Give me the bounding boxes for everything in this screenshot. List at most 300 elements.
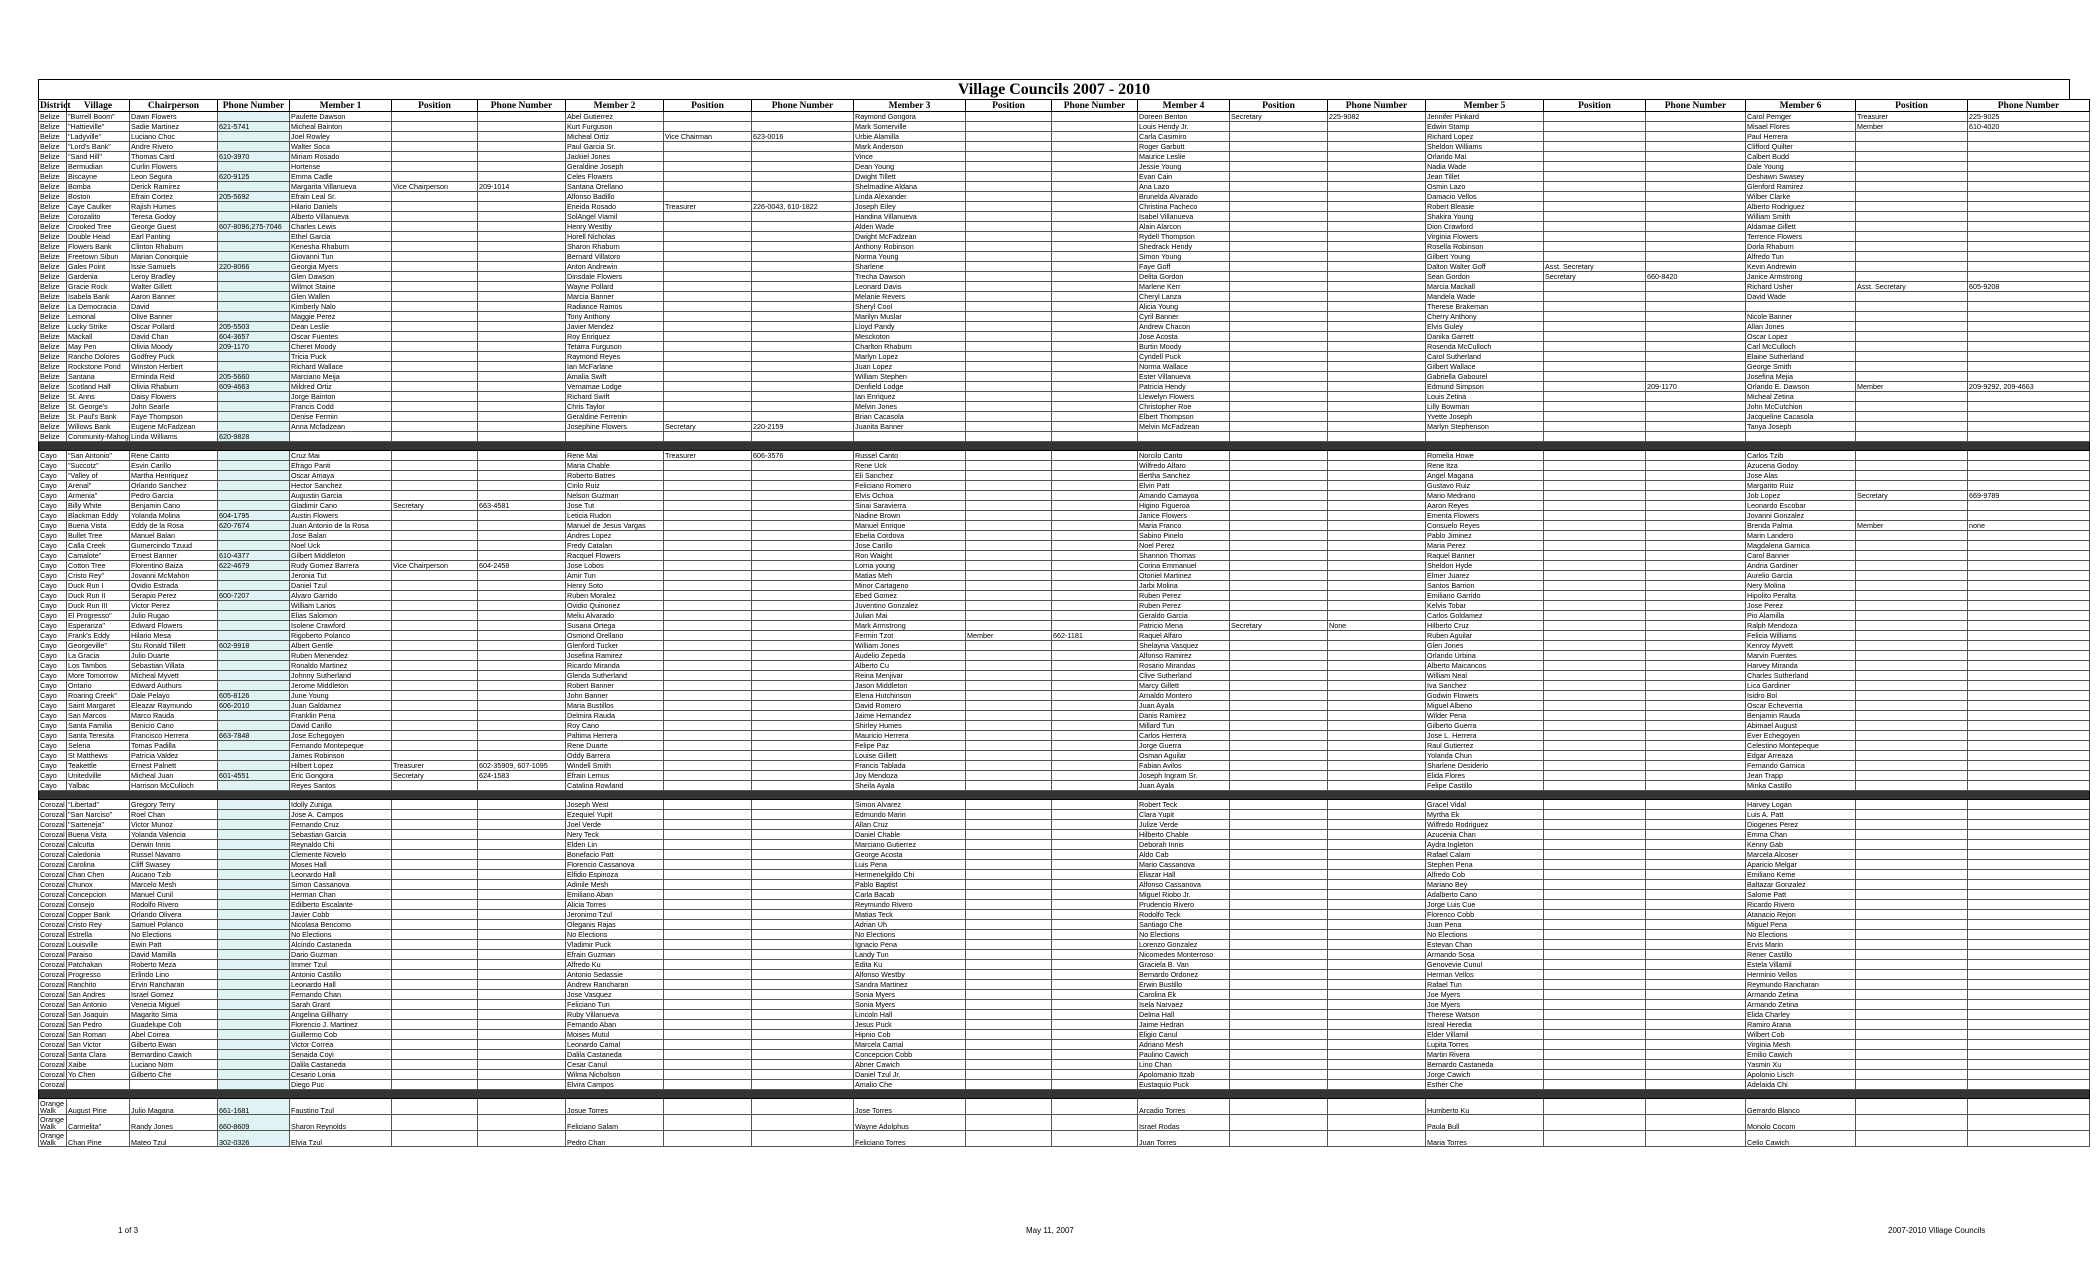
table-cell: Cristo Rey" — [67, 571, 130, 581]
table-cell — [966, 481, 1052, 491]
table-cell: Ruben Menendez — [290, 651, 392, 661]
table-cell — [218, 362, 290, 372]
table-cell: Ranchito — [67, 980, 130, 990]
table-cell — [1968, 800, 2090, 810]
table-cell — [1646, 810, 1746, 820]
table-cell: Julio Rugao — [130, 611, 218, 621]
table-cell — [1856, 392, 1968, 402]
table-cell: Magdalena Garnica — [1746, 541, 1856, 551]
table-cell: 602-9918 — [218, 641, 290, 651]
table-cell — [752, 481, 854, 491]
table-cell — [752, 222, 854, 232]
table-cell — [752, 751, 854, 761]
table-cell: Corozal — [40, 999, 65, 1009]
table-cell — [392, 800, 478, 810]
table-cell — [1856, 1020, 1968, 1030]
table-cell: Nadia Wade — [1426, 162, 1544, 172]
table-cell: Ester Villanueva — [1138, 372, 1230, 382]
table-cell — [218, 571, 290, 581]
table-cell — [392, 262, 478, 272]
table-cell: Copper Bank — [67, 910, 130, 920]
table-cell: Celes Flowers — [566, 172, 664, 182]
table-cell — [1856, 322, 1968, 332]
table-cell — [752, 232, 854, 242]
table-cell — [1230, 930, 1328, 940]
table-cell: Cayo — [39, 531, 67, 541]
table-cell — [1544, 501, 1646, 511]
table-cell: Cayo — [39, 521, 67, 531]
table-cell: "San Narciso" — [67, 810, 130, 820]
table-cell — [664, 731, 752, 741]
table-cell — [478, 900, 566, 910]
table-row — [39, 731, 2090, 741]
table-cell — [1646, 531, 1746, 541]
table-cell: Oscar Amaya — [290, 471, 392, 481]
table-row — [39, 222, 2090, 232]
table-cell — [1052, 561, 1138, 571]
table-cell — [1544, 1099, 1646, 1115]
table-cell: Efrain Guzman — [566, 950, 664, 960]
table-cell — [1544, 372, 1646, 382]
table-cell: Walter Gillett — [130, 282, 218, 292]
table-cell — [664, 1030, 752, 1040]
table-cell — [1544, 232, 1646, 242]
table-row — [39, 741, 2090, 751]
table-cell: June Young — [290, 691, 392, 701]
table-cell — [1856, 1060, 1968, 1070]
table-cell — [664, 870, 752, 880]
table-cell: Daniel Tzul — [290, 581, 392, 591]
table-cell: Elden Lin — [566, 840, 664, 850]
table-cell — [1052, 252, 1138, 262]
table-cell — [478, 481, 566, 491]
table-cell — [752, 402, 854, 412]
table-cell: Marciano Meija — [290, 372, 392, 382]
table-cell — [664, 501, 752, 511]
table-cell: Sharon Rhaburn — [566, 242, 664, 252]
table-cell: Juventino Gonzalez — [854, 601, 966, 611]
table-cell — [478, 252, 566, 262]
table-cell — [1646, 741, 1746, 751]
table-cell — [966, 920, 1052, 930]
table-cell — [966, 1050, 1052, 1060]
table-cell: St. Anns — [67, 392, 130, 402]
table-cell: Sheldon Hyde — [1426, 561, 1544, 571]
table-cell: Fernando Cruz — [290, 820, 392, 830]
table-cell: Sheila Ayala — [854, 781, 966, 791]
table-cell — [752, 332, 854, 342]
table-cell: 607-8096,275-7046 — [218, 222, 290, 232]
table-cell: Louisville — [67, 940, 130, 950]
table-cell — [1230, 182, 1328, 192]
table-cell — [1328, 292, 1426, 302]
table-cell — [478, 960, 566, 970]
table-cell: Lucky Strike — [67, 322, 130, 332]
table-cell — [664, 551, 752, 561]
table-row — [39, 551, 2090, 561]
section-separator — [39, 442, 2090, 451]
table-cell — [664, 432, 752, 442]
table-cell: Cayo — [39, 471, 67, 481]
table-cell: Hilbert Lopez — [290, 761, 392, 771]
table-row — [39, 721, 2090, 731]
table-cell: Linda Williams — [130, 432, 218, 442]
table-cell — [1328, 392, 1426, 402]
table-cell: Belize — [39, 262, 67, 272]
table-cell — [478, 611, 566, 621]
table-cell — [1968, 761, 2090, 771]
table-cell: Aaron Reyes — [1426, 501, 1544, 511]
table-cell: Wilbert Cob — [1746, 1030, 1856, 1040]
table-cell — [966, 611, 1052, 621]
table-cell: John Searle — [130, 402, 218, 412]
table-cell — [1646, 1099, 1746, 1115]
table-cell — [218, 581, 290, 591]
table-cell — [966, 342, 1052, 352]
table-cell — [966, 192, 1052, 202]
table-cell — [1856, 751, 1968, 761]
table-cell — [752, 940, 854, 950]
table-cell — [1646, 1030, 1746, 1040]
table-cell — [478, 432, 566, 442]
table-cell: Jose Balan — [290, 531, 392, 541]
table-cell — [1230, 870, 1328, 880]
table-cell: Nicole Banner — [1746, 312, 1856, 322]
table-cell: William Stephen — [854, 372, 966, 382]
table-cell: Reynaldo Chi — [290, 840, 392, 850]
table-cell: Ruben Aguilar — [1426, 631, 1544, 641]
table-cell — [1646, 192, 1746, 202]
table-cell — [966, 541, 1052, 551]
table-row — [39, 850, 2090, 860]
table-row — [39, 751, 2090, 761]
table-cell: Paraiso — [67, 950, 130, 960]
table-cell — [966, 461, 1052, 471]
table-cell — [478, 222, 566, 232]
table-cell — [1544, 671, 1646, 681]
table-cell: Wilmot Staine — [290, 282, 392, 292]
table-cell: Gilbert Young — [1426, 252, 1544, 262]
table-cell: Boston — [67, 192, 130, 202]
table-cell — [966, 1010, 1052, 1020]
table-cell — [1230, 1115, 1328, 1131]
table-cell: Alicia Torres — [566, 900, 664, 910]
table-cell: Corozal — [40, 899, 65, 909]
table-cell: Manuel Balan — [130, 531, 218, 541]
table-cell — [1328, 641, 1426, 651]
table-cell — [1646, 172, 1746, 182]
table-cell — [1052, 1099, 1138, 1115]
table-cell: Austin Flowers — [290, 511, 392, 521]
table-cell: Minor Cartageno — [854, 581, 966, 591]
column-header: Position — [1856, 100, 1968, 112]
table-cell: Cherry Anthony — [1426, 312, 1544, 322]
table-cell: Ricardo Rivero — [1746, 900, 1856, 910]
table-cell — [1968, 422, 2090, 432]
table-cell: William Jones — [854, 641, 966, 651]
table-cell — [664, 412, 752, 422]
table-cell — [1052, 611, 1138, 621]
table-cell: Bertha Sanchez — [1138, 471, 1230, 481]
table-cell — [1230, 800, 1328, 810]
table-cell — [1230, 1000, 1328, 1010]
table-cell — [1856, 501, 1968, 511]
table-cell: Yolanda Chun — [1426, 751, 1544, 761]
table-cell — [218, 1010, 290, 1020]
table-cell: Edilberto Escalante — [290, 900, 392, 910]
table-cell: Paltima Herrera — [566, 731, 664, 741]
table-row — [39, 561, 2090, 571]
table-row — [39, 840, 2090, 850]
table-cell: Simon Cassanova — [290, 880, 392, 890]
table-cell: Santos Barrion — [1426, 581, 1544, 591]
table-cell: Martha Henriquez — [130, 471, 218, 481]
table-cell: Alvaro Garrido — [290, 591, 392, 601]
table-cell: 220-8066 — [218, 262, 290, 272]
table-cell: Anna Mcfadzean — [290, 422, 392, 432]
table-cell — [1328, 1070, 1426, 1080]
table-cell — [218, 681, 290, 691]
table-cell — [392, 551, 478, 561]
table-cell — [966, 751, 1052, 761]
table-row — [39, 771, 2090, 781]
table-cell: Azucena Godoy — [1746, 461, 1856, 471]
table-cell: Ewin Patt — [130, 940, 218, 950]
table-cell: Jovanni Gonzalez — [1746, 511, 1856, 521]
table-cell — [966, 412, 1052, 422]
table-cell: Sebastian Villata — [130, 661, 218, 671]
table-cell: Scotland Half — [67, 382, 130, 392]
table-cell: Kurt Furguson — [566, 122, 664, 132]
table-cell — [1328, 152, 1426, 162]
table-cell — [392, 292, 478, 302]
table-cell — [478, 601, 566, 611]
table-cell — [1052, 741, 1138, 751]
table-cell — [392, 142, 478, 152]
table-cell: Prudencio Rivero — [1138, 900, 1230, 910]
table-cell: Treasurer — [1856, 112, 1968, 122]
table-cell — [1544, 681, 1646, 691]
table-cell — [664, 1040, 752, 1050]
table-cell — [1328, 751, 1426, 761]
table-cell: Billy White — [67, 501, 130, 511]
table-cell — [1328, 1000, 1426, 1010]
table-cell — [1328, 332, 1426, 342]
table-cell — [392, 531, 478, 541]
table-cell: Cayo — [39, 551, 67, 561]
table-cell: San Victor — [67, 1040, 130, 1050]
table-cell: Radiance Ramos — [566, 302, 664, 312]
table-cell — [392, 152, 478, 162]
table-cell: Ontario — [67, 681, 130, 691]
table-cell — [1052, 382, 1138, 392]
table-cell: Sinai Saravierra — [854, 501, 966, 511]
table-cell: Corozal — [40, 879, 65, 889]
table-cell: Arenal" — [67, 481, 130, 491]
table-cell — [966, 651, 1052, 661]
table-cell — [392, 621, 478, 631]
table-cell — [1052, 142, 1138, 152]
table-cell — [392, 511, 478, 521]
table-cell — [392, 422, 478, 432]
table-cell: Ebed Gomez — [854, 591, 966, 601]
table-cell — [392, 491, 478, 501]
table-cell — [664, 611, 752, 621]
table-cell — [664, 940, 752, 950]
table-cell: Calbert Budd — [1746, 152, 1856, 162]
table-cell: Bullet Tree — [67, 531, 130, 541]
table-cell: Alfonso Westby — [854, 970, 966, 980]
table-cell: 205-5660 — [218, 372, 290, 382]
table-cell: Efrain Lemus — [566, 771, 664, 781]
table-cell: Geraldine Ferrenin — [566, 412, 664, 422]
table-cell: Julian Mai — [854, 611, 966, 621]
table-cell: Russel Canto — [854, 451, 966, 461]
table-cell — [966, 501, 1052, 511]
table-cell — [1968, 641, 2090, 651]
table-cell — [752, 541, 854, 551]
table-cell — [1052, 372, 1138, 382]
table-cell: Cayo — [39, 751, 67, 761]
table-cell — [1328, 561, 1426, 571]
table-cell: Cayo — [39, 601, 67, 611]
table-cell: Glen Wallen — [290, 292, 392, 302]
table-cell: Herman Vellos — [1426, 970, 1544, 980]
table-cell: Belize — [39, 202, 67, 212]
table-cell — [130, 1080, 218, 1090]
table-cell — [218, 302, 290, 312]
table-cell — [1856, 202, 1968, 212]
table-cell — [752, 292, 854, 302]
table-cell: Godwin Flowers — [1426, 691, 1544, 701]
table-cell — [1328, 1030, 1426, 1040]
table-cell — [1230, 142, 1328, 152]
table-cell: Ebelia Cordova — [854, 531, 966, 541]
table-cell: Wilma Nicholson — [566, 1070, 664, 1080]
table-cell: Josefina Ramirez — [566, 651, 664, 661]
table-cell — [664, 960, 752, 970]
table-cell: Jose Carillo — [854, 541, 966, 551]
table-cell: Kevin Andrewin — [1746, 262, 1856, 272]
table-cell — [1230, 222, 1328, 232]
table-cell — [966, 940, 1052, 950]
table-cell — [1544, 302, 1646, 312]
table-cell: Juan Pena — [1426, 920, 1544, 930]
table-cell: Mildred Ortiz — [290, 382, 392, 392]
table-cell: Senaida Coyi — [290, 1050, 392, 1060]
table-cell — [1856, 531, 1968, 541]
table-cell — [478, 451, 566, 461]
table-cell — [1230, 461, 1328, 471]
table-cell: Harvey Logan — [1746, 800, 1856, 810]
table-cell — [752, 252, 854, 262]
table-cell — [1544, 432, 1646, 442]
table-cell — [1856, 312, 1968, 322]
table-cell — [1544, 810, 1646, 820]
table-cell — [752, 741, 854, 751]
table-cell — [966, 402, 1052, 412]
table-cell — [478, 392, 566, 402]
table-cell: Duck Run III — [67, 601, 130, 611]
table-cell — [1856, 621, 1968, 631]
table-cell — [478, 741, 566, 751]
table-cell — [478, 840, 566, 850]
table-cell — [1646, 631, 1746, 641]
table-cell — [478, 850, 566, 860]
table-cell — [478, 1070, 566, 1080]
table-cell — [1856, 781, 1968, 791]
table-cell: Elida Charley — [1746, 1010, 1856, 1020]
table-cell: Duck Run I — [67, 581, 130, 591]
table-cell: Secretary — [1230, 621, 1328, 631]
table-cell — [1544, 1030, 1646, 1040]
table-cell — [1968, 342, 2090, 352]
table-cell — [1052, 591, 1138, 601]
table-cell: Sandra Martinez — [854, 980, 966, 990]
table-cell: 205-5692 — [218, 192, 290, 202]
table-cell: Belize — [39, 282, 67, 292]
table-cell: Victor Perez — [130, 601, 218, 611]
table-cell — [478, 402, 566, 412]
table-cell: Francisco Herrera — [130, 731, 218, 741]
table-cell — [478, 362, 566, 372]
table-cell — [752, 1099, 854, 1115]
table-cell: Jorge Cawich — [1426, 1070, 1544, 1080]
table-cell — [1856, 980, 1968, 990]
table-cell: Virginia Flowers — [1426, 232, 1544, 242]
table-cell — [1052, 412, 1138, 422]
table-cell: Santa Teresita — [67, 731, 130, 741]
table-cell: Wayne Pollard — [566, 282, 664, 292]
table-cell — [1856, 591, 1968, 601]
table-cell — [478, 581, 566, 591]
table-cell: 663-4581 — [478, 501, 566, 511]
table-cell — [752, 671, 854, 681]
table-cell — [1544, 491, 1646, 501]
table-cell — [1230, 810, 1328, 820]
table-cell — [664, 800, 752, 810]
table-cell: Herman Chan — [290, 890, 392, 900]
table-cell: Carolina — [67, 860, 130, 870]
table-cell — [478, 192, 566, 202]
table-cell: Chan Chen — [67, 870, 130, 880]
table-cell: Melvin McFadzean — [1138, 422, 1230, 432]
table-cell — [1646, 800, 1746, 810]
table-cell — [392, 641, 478, 651]
table-cell — [392, 990, 478, 1000]
table-cell: Cyril Banner — [1138, 312, 1230, 322]
table-cell: Patricio Mena — [1138, 621, 1230, 631]
table-cell: Allan Cruz — [854, 820, 966, 830]
table-cell — [1856, 810, 1968, 820]
table-cell — [1230, 521, 1328, 531]
table-cell: Oscar Echeverria — [1746, 701, 1856, 711]
table-cell — [1646, 970, 1746, 980]
table-cell: Corozal — [40, 1019, 65, 1029]
table-cell — [1328, 930, 1426, 940]
table-cell: Concepcion Cobb — [854, 1050, 966, 1060]
table-cell: Iva Sanchez — [1426, 681, 1544, 691]
table-cell — [1856, 222, 1968, 232]
table-cell: Jose A. Campos — [290, 810, 392, 820]
table-cell — [1544, 860, 1646, 870]
table-cell — [1328, 771, 1426, 781]
table-cell — [392, 671, 478, 681]
table-cell: Alfredo Cob — [1426, 870, 1544, 880]
table-cell — [1328, 1115, 1426, 1131]
table-cell: 604-3657 — [218, 332, 290, 342]
table-cell: Kenroy Myvett — [1746, 641, 1856, 651]
